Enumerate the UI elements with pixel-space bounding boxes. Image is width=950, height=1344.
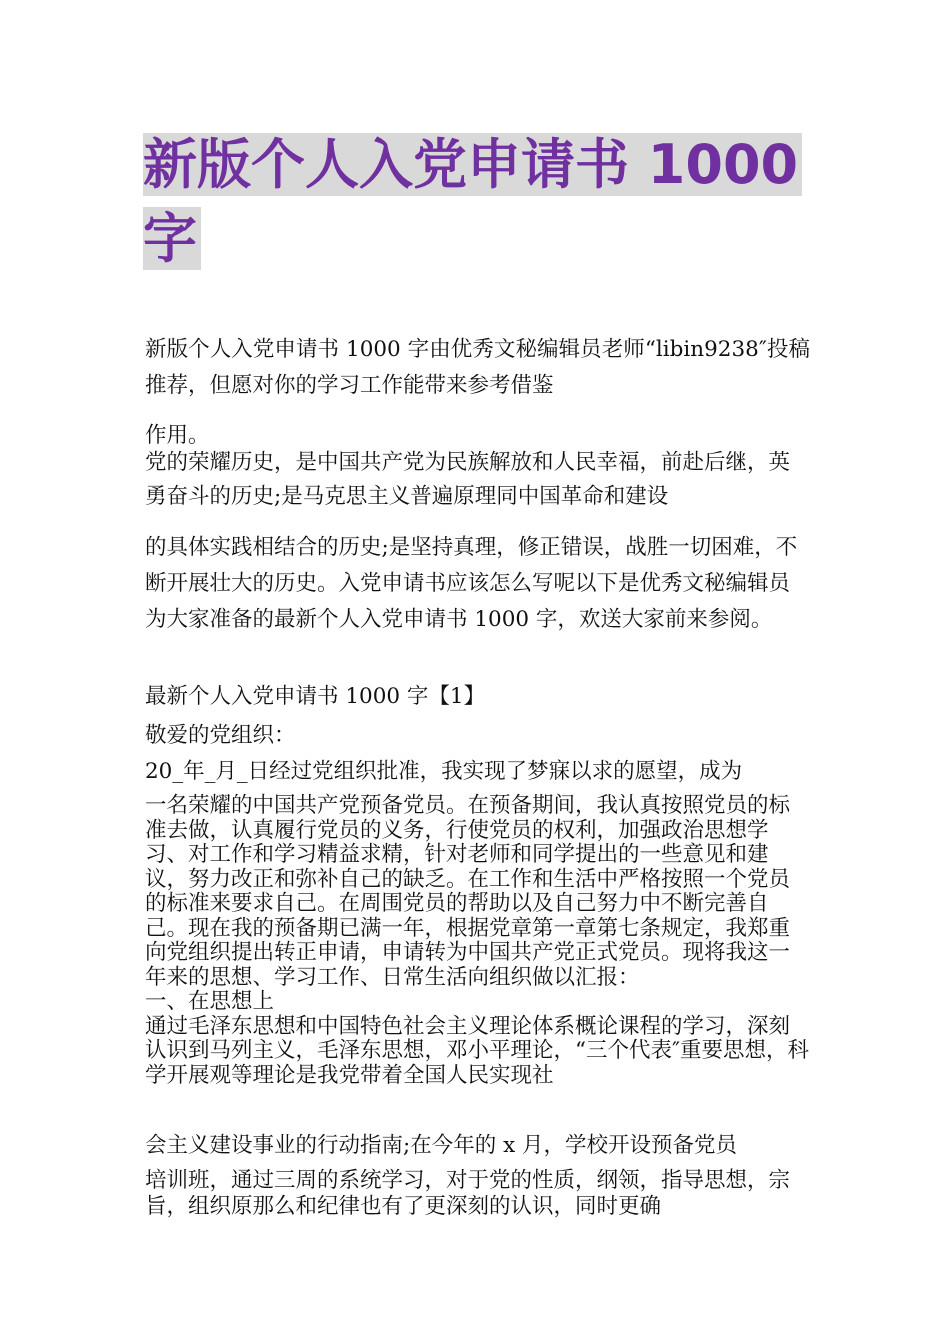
body-paragraph-3: 会主义建设事业的行动指南;在今年的 x 月，学校开设预备党员 [145, 1133, 738, 1158]
date-line: 20_年_月_日经过党组织批准，我实现了梦寐以求的愿望，成为 [145, 759, 743, 784]
body-paragraph-4: 培训班，通过三周的系统学习，对于党的性质，纲领，指导思想，宗旨，组织原那么和纪律也有了更深刻的认识，同时更确 [145, 1168, 791, 1219]
intro-paragraph: 新版个人入党申请书 1000 字由优秀文秘编辑员老师“libin9238″投稿推荐，但愿对你的学习工作能带来参考借鉴 [145, 337, 810, 398]
section-heading-1: 最新个人入党申请书 1000 字【1】 [145, 684, 486, 709]
body-paragraph-1-text: 一名荣耀的中国共产党预备党员。在预备期间，我认真按照党员的标准去做，认真履行党员的义务，行使党员的权利，加强政治思想学习、对工作和学习精益求精，针对老师和同学提出的一些意见和建议，努力改正和弥补自己的缺乏。在工作和生活中严格按照一个党员的标准来要求自己。在周围党员的帮助以及自己努力中不断完善自己。现在我的预备期已满一年，根据党章第一章第七条规定，我郑重向党组织提出转正申请，申请转为中国共产党正式党员。现将我这一年来的思想、学习工作、日常生活向组织做以汇报： [145, 793, 791, 990]
salutation: 敬爱的党组织： [145, 723, 296, 748]
history-paragraph-a: 党的荣耀历史，是中国共产党为民族解放和人民幸福，前赴后继，英勇奋斗的历史;是马克思主义普遍原理同中国革命和建设 [145, 450, 791, 509]
intro-paragraph-end: 作用。 [145, 423, 210, 448]
document-title [143, 128, 823, 276]
history-paragraph-b: 的具体实践相结合的历史;是坚持真理，修正错误，战胜一切困难，不断开展壮大的历史。入党申请书应该怎么写呢以下是优秀文秘编辑员为大家准备的最新个人入党申请书 1000 字，欢送大家前来参阅。 [145, 535, 798, 632]
section-heading-thought: 一、在思想上 [145, 989, 275, 1014]
body-paragraph-1 [145, 794, 810, 1088]
title-line-2: 字 [143, 207, 201, 270]
title-line-1: 新版个人入党申请书 1000 [143, 133, 802, 196]
body-paragraph-2-text: 通过毛泽东思想和中国特色社会主义理论体系概论课程的学习，深刻认识到马列主义，毛泽东思想，邓小平理论，“三个代表″重要思想，科学开展观等理论是我党带着全国人民实现社 [145, 1013, 810, 1088]
